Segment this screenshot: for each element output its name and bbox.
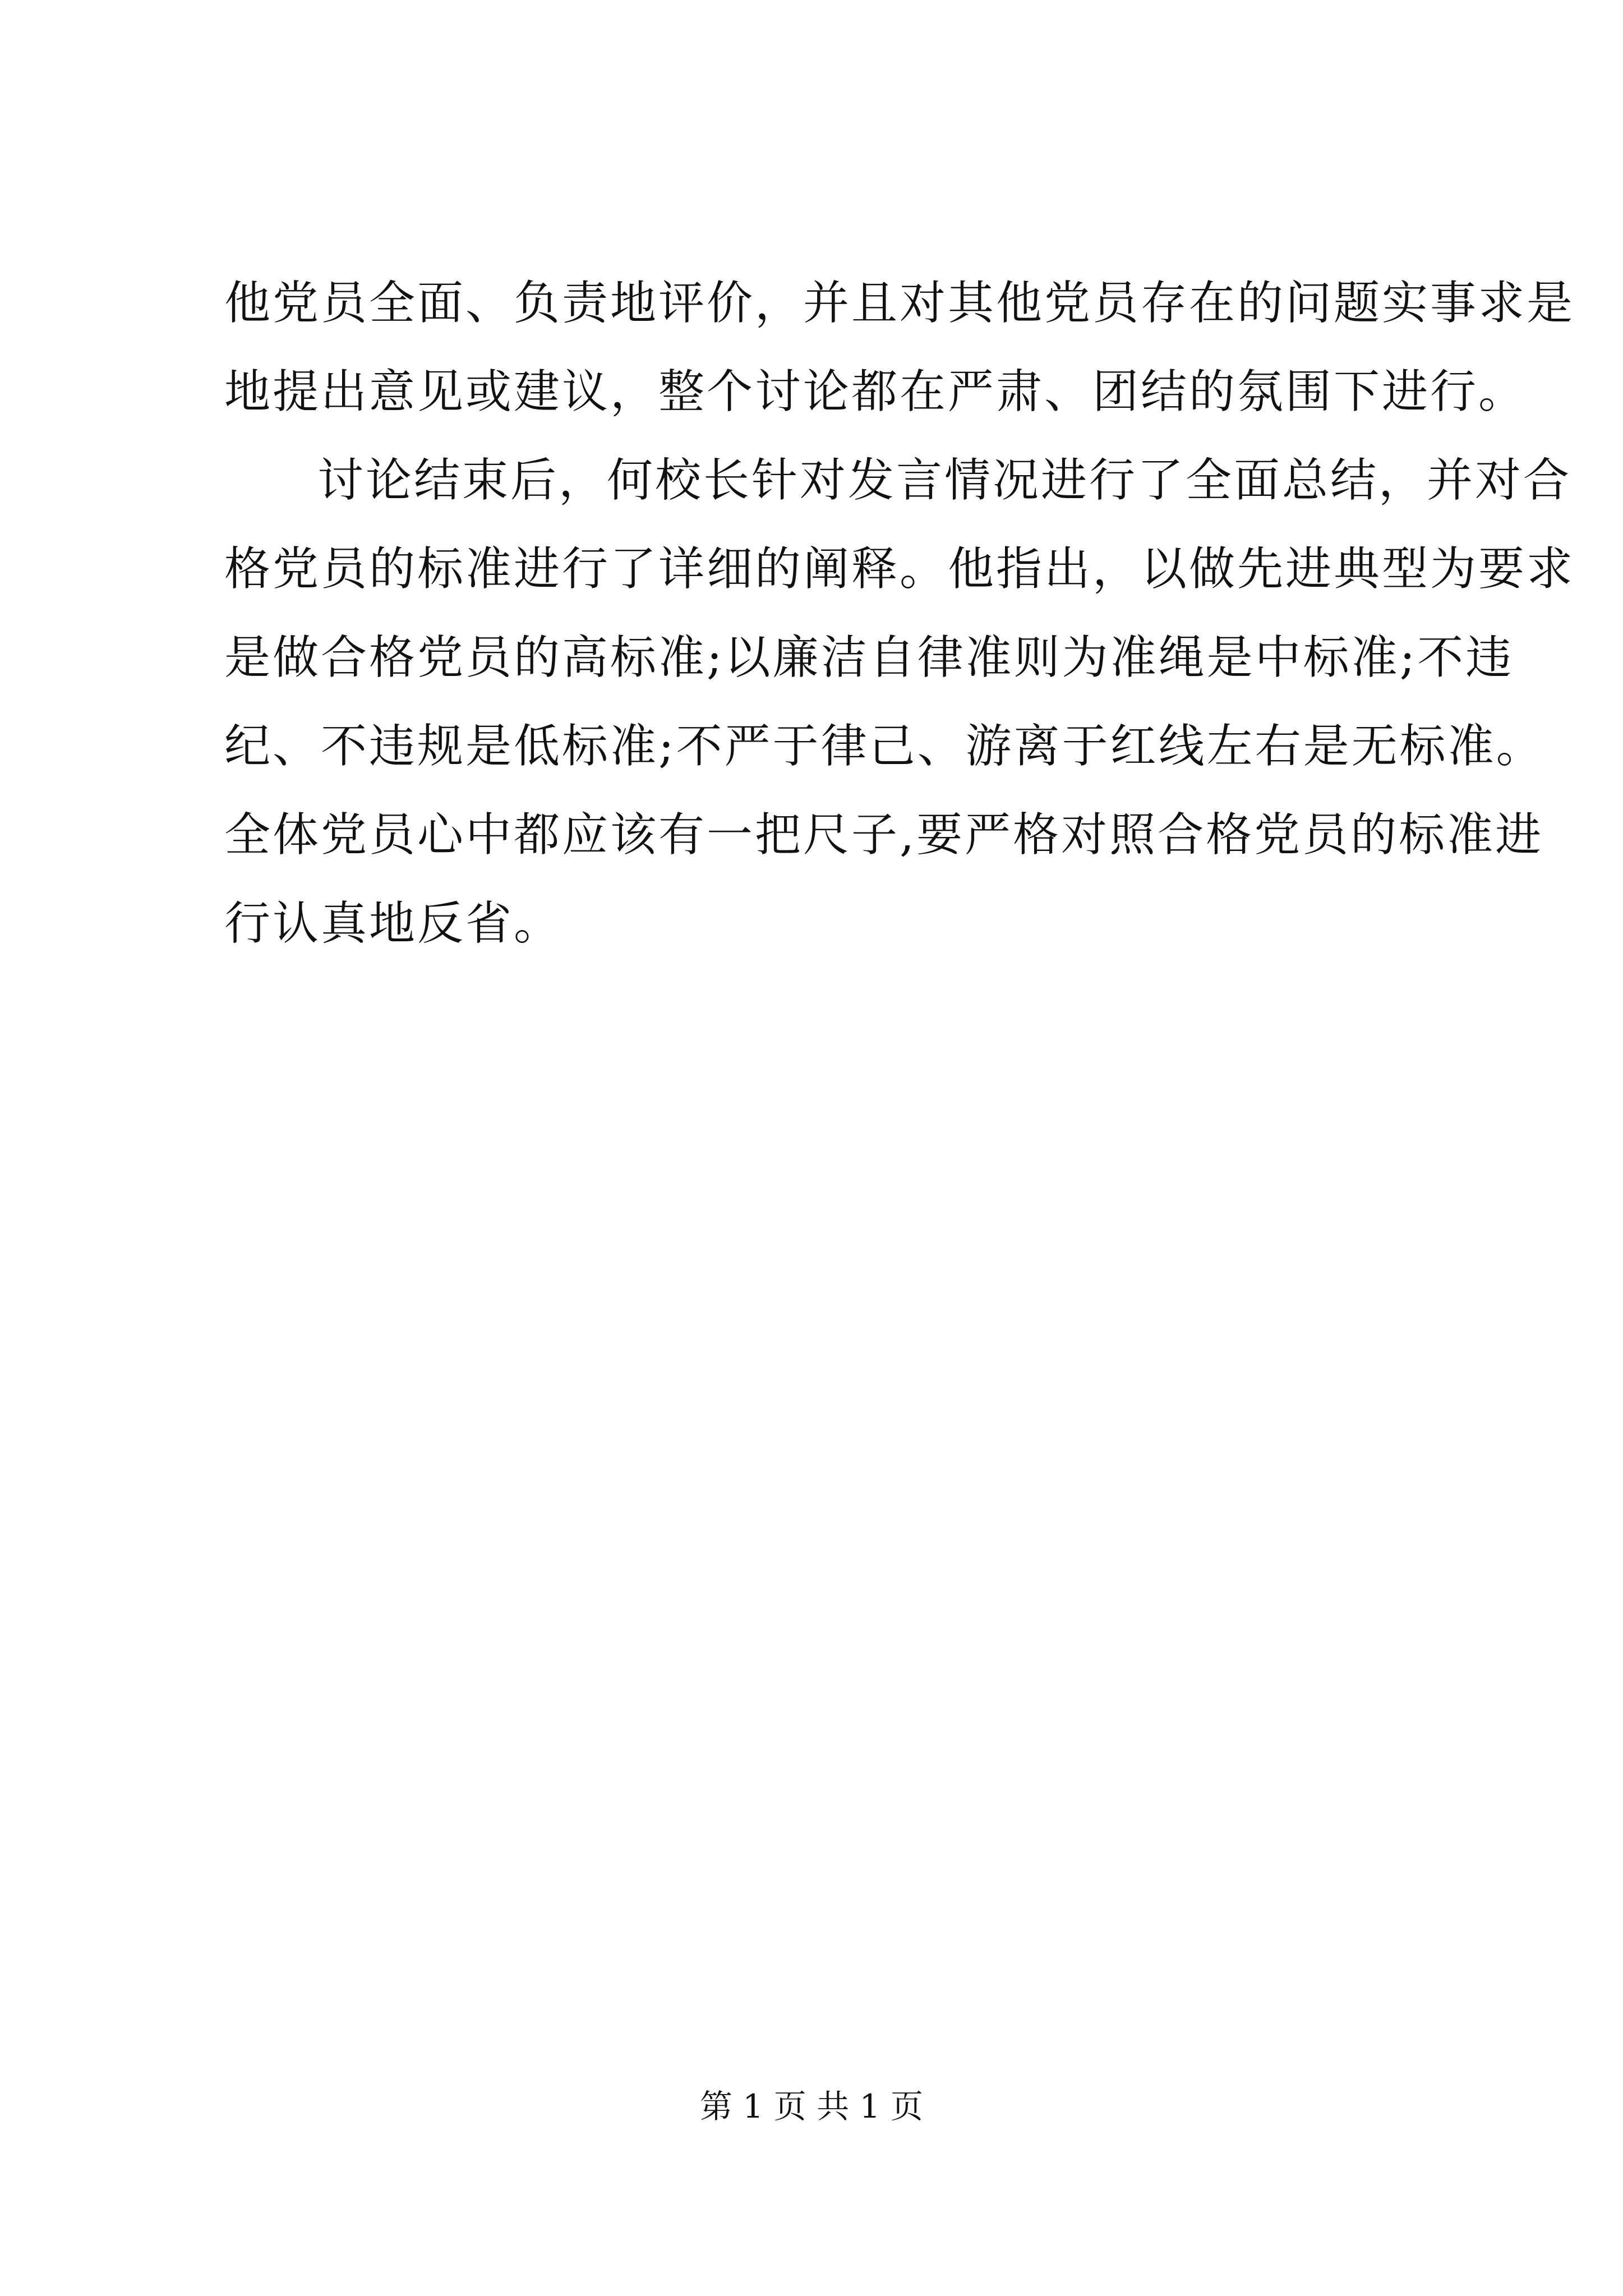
page-footer — [0, 2084, 1623, 2129]
document-body — [224, 259, 1575, 968]
paragraph-line: 全体党员心中都应该有一把尺子,要严格对照合格党员的标准进 — [224, 808, 1544, 862]
paragraph-line: 纪、不违规是低标准;不严于律己、游离于红线左右是无标准。 — [224, 720, 1544, 773]
paragraph-line: 他党员全面、负责地评价，并且对其他党员存在的问题实事求是 — [224, 277, 1575, 330]
paragraph-line: 地提出意见或建议，整个讨论都在严肃、团结的氛围下进行。 — [224, 365, 1527, 418]
paragraph-line: 是做合格党员的高标准;以廉洁自律准则为准绳是中标准;不违 — [224, 631, 1514, 684]
page-number: 第 1 页 共 1 页 — [700, 2087, 923, 2125]
paragraph-line: 行认真地反省。 — [224, 897, 562, 950]
paragraph-line: 格党员的标准进行了详细的阐释。他指出，以做先进典型为要求 — [224, 542, 1575, 596]
paragraph-first-line: 讨论结束后，何校长针对发言情况进行了全面总结，并对合 — [317, 454, 1572, 507]
